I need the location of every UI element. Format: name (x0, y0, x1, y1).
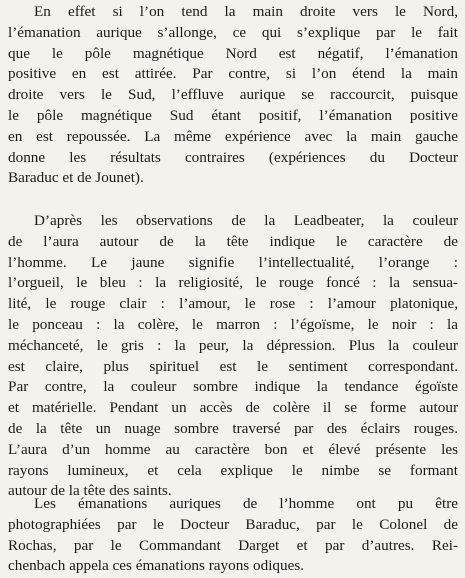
text-line: autour de la tête des saints. (8, 482, 172, 500)
text-line: est claire, plus spirituel est le sentiment correspondant. (8, 357, 458, 375)
text-line: lité, le rouge clair : l’amour, le rose : l’amour platonique, (8, 295, 458, 313)
text-line: en est repoussée. La même expérience avec la main gauche (8, 127, 458, 145)
text-line: chenbach appela ces émanations rayons odiques. (8, 557, 305, 575)
text-line: positive en est attirée. Par contre, si l’on étend la main (8, 65, 458, 83)
text-line: photographiées par le Docteur Baraduc, par le Colonel de (8, 515, 458, 533)
text-line: L’aura d’un homme au caractère bon et élevé présente les (8, 440, 458, 458)
text-line: D’après les observations de la Leadbeater, la couleur (34, 212, 458, 229)
text-line: Baraduc et de Jounet). (8, 169, 144, 187)
text-line: Les émanations auriques de l’homme ont pu être (34, 495, 458, 512)
text-line: le pôle magnétique Sud étant positif, l’émanation positive (8, 106, 458, 124)
text-line: donne les résultats contraires (expériences du Docteur (8, 148, 458, 166)
text-line: que le pôle magnétique Nord est négatif, l’émanation (8, 44, 458, 62)
text-line: et matérielle. Pendant un accès de colère il se forme autour (8, 399, 458, 417)
text-line: rayons lumineux, et cela explique le nimbe se formant (8, 461, 458, 479)
text-line: de la tête un nuage sombre traversé par des éclairs rouges. (8, 419, 458, 437)
text-line: droite vers le Sud, l’effluve aurique se raccourcit, puisque (8, 86, 458, 104)
paragraph-aura-colours (8, 211, 458, 502)
paragraph-aura-orientation (8, 2, 458, 189)
text-line: l’homme. Le jaune signifie l’intellectualité, l’orange : (8, 253, 458, 271)
text-line: Par contre, la couleur sombre indique la tendance égoïste (8, 378, 458, 396)
text-line: En effet si l’on tend la main droite vers le Nord, (34, 3, 458, 20)
paragraph-aura-photography (8, 494, 458, 577)
text-line: l’émanation aurique s’allonge, ce qui s’explique par le fait (8, 23, 458, 41)
text-line: Rochas, par le Commandant Darget et par d’autres. Rei- (8, 536, 458, 554)
text-line: le ponceau : la colère, le marron : l’égoïsme, le noir : la (8, 315, 458, 333)
text-line: de l’aura autour de la tête indique le caractère de (8, 232, 458, 250)
text-line: méchanceté, le gris : la peur, la dépression. Plus la couleur (8, 336, 458, 354)
text-line: l’orgueil, le bleu : la religiosité, le rouge foncé : la sensua- (8, 274, 458, 292)
